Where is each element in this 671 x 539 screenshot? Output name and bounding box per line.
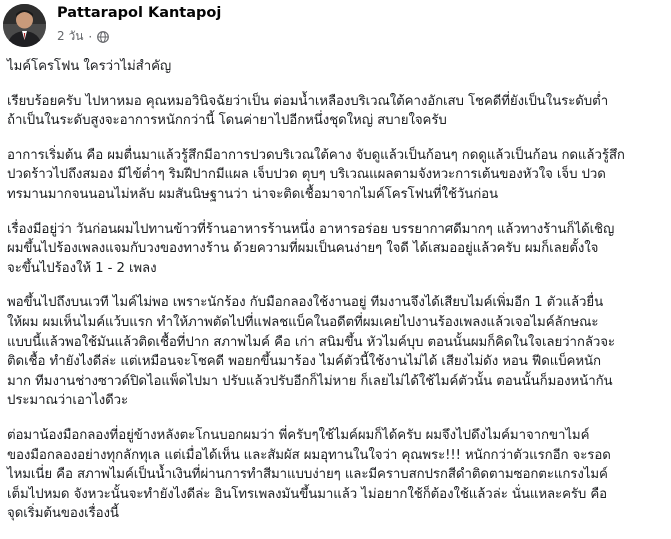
avatar[interactable] (3, 4, 46, 47)
text-line: เต็มไปหมด จังหวะนั้นจะทำยังไงดีล่ะ อินโทรเพลงมันขึ้นมาแล้ว ไม่อยากใช้ก็ต้องใช้แล้วล่ะ นั่นแหละครับ คือ (7, 486, 608, 502)
author-name[interactable]: Pattarapol Kantapoj (57, 5, 222, 21)
text-line: ต่อมาน้องมือกลองที่อยู่ข้างหลังตะโกนบอกผมว่า พี่ครับๆใช้ไมค์ผมก็ได้ครับ ผมจึงไปดึงไมค์มาจากขาไมค์ (7, 427, 590, 443)
text-line: จะขึ้นไปร้องให้ 1 - 2 เพลง (7, 260, 157, 276)
text-line: เรียบร้อยครับ ไปหาหมอ คุณหมอวินิจฉัยว่าเป็น ต่อมน้ำเหลืองบริเวณใต้คางอักเสบ โชคดีที่ยังเป็นในระดับต่ำ (7, 93, 609, 109)
text-line: ประมาณว่าเอาไงดีวะ (7, 393, 129, 409)
post-paragraph (7, 146, 663, 205)
post-paragraph (7, 57, 663, 77)
text-line: ของมือกลองอย่างทุกลักทุเล แต่เมื่อได้เห็น และสัมผัส ผมอุทานในใจว่า คุณพระ!!! หนักกว่าตัวแรกอีก จะรอด (7, 447, 611, 463)
text-line: มาก ทีมงานช่างซาวด์ปิดไอแพ็ดไปมา ปรับแล้วปรับอีกก็ไม่หาย ก็เลยไม่ได้ใช้ไมค์ตัวนั้น ตอนนั้นก็มองหน้ากัน (7, 373, 613, 389)
text-line: ทรมานมากจนนอนไม่หลับ ผมสันนิษฐานว่า น่าจะติดเชื้อมาจากไมค์โครโฟนที่ใช้วันก่อน (7, 186, 499, 202)
text-line: ไหมเนี่ย คือ สภาพไมค์เป็นน้ำเงินที่ผ่านการทำสีมาแบบง่ายๆ และมีคราบสกปรกสีดำติดตามซอกตะแกรงไมค์ (7, 467, 608, 483)
globe-icon[interactable] (97, 31, 109, 43)
text-line: ติดเชื้อ ทำยังไงดีล่ะ แต่เหมือนจะโชคดี พอยกขึ้นมาร้อง ไมค์ตัวนี้ใช้งานไม่ได้ เสียงไม่ดัง หอน ฟีดแบ็คหนัก (7, 354, 601, 370)
text-line: ถ้าเป็นในระดับสูงจะอาการหนักกว่านี้ โดนค่ายาไปอีกหนึ่งชุดใหญ่ สบายใจครับ (7, 113, 447, 129)
text-line: อาการเริ่มต้น คือ ผมตื่นมาแล้วรู้สึกมีอาการปวดบริเวณใต้คาง จับดูแล้วเป็นก้อนๆ กดดูแล้วเป็นก้อน กดแล้วรู้สึก (7, 147, 625, 163)
text-line: ผมขึ้นไปร้องเพลงแจมกับวงของทางร้าน ด้วยความที่ผมเป็นคนง่ายๆ ใจดี ได้เสมออยู่แล้วครับ ผมก็เลยตั้งใจ (7, 241, 599, 257)
post-paragraph (7, 426, 663, 524)
text-line: จุดเริ่มต้นของเรื่องนี้ (7, 506, 119, 522)
post-paragraph (7, 92, 663, 131)
post-header (0, 2, 671, 48)
profile-photo (3, 4, 46, 47)
post-paragraph (7, 293, 663, 411)
text-line: พอขึ้นไปถึงบนเวที ไมค์ไม่พอ เพราะนักร้อง กับมือกลองใช้งานอยู่ ทีมงานจึงได้เสียบไมค์เพิ่มอีก 1 ตัวแล้วยื่น (7, 295, 604, 311)
text-line: แบบนี้แล้วพอใช้มันแล้วติดเชื้อที่ปาก สภาพไมค์ คือ เก่า สนิมขึ้น หัวไมค์บุบ ตอนนั้นผมก็คิดในใจเลยว่ากลัวจะ (7, 334, 615, 350)
text-line: ไมค์โครโฟน ใครว่าไม่สำคัญ (7, 59, 172, 74)
text-line: ให้ผม ผมเห็นไมค์แว้บแรก ทำให้ภาพตัดไปที่แฟลชแบ็คในอดีตที่ผมเคยไปงานร้องเพลงแล้วเจอไมค์ลักษณะ (7, 314, 599, 330)
meta-separator: · (88, 29, 93, 44)
text-line: เรื่องมีอยู่ว่า วันก่อนผมไปทานข้าวที่ร้านอาหารร้านหนึ่ง อาหารอร่อย บรรยากาศดีมากๆ แล้วทางร้านก็ได้เชิญ (7, 221, 615, 237)
post-body (7, 57, 663, 539)
post-meta (57, 27, 109, 46)
post-paragraph (7, 220, 663, 279)
post-timestamp[interactable]: 2 วัน (57, 29, 84, 43)
text-line: ปวดร้าวไปถึงสมอง มีไข้ต่ำๆ ริมฝีปากมีแผล เจ็บปวด ตุบๆ บริเวณแผลตามจังหวะการเต้นของหัวใจ เจ็บ ปวด (7, 167, 606, 183)
